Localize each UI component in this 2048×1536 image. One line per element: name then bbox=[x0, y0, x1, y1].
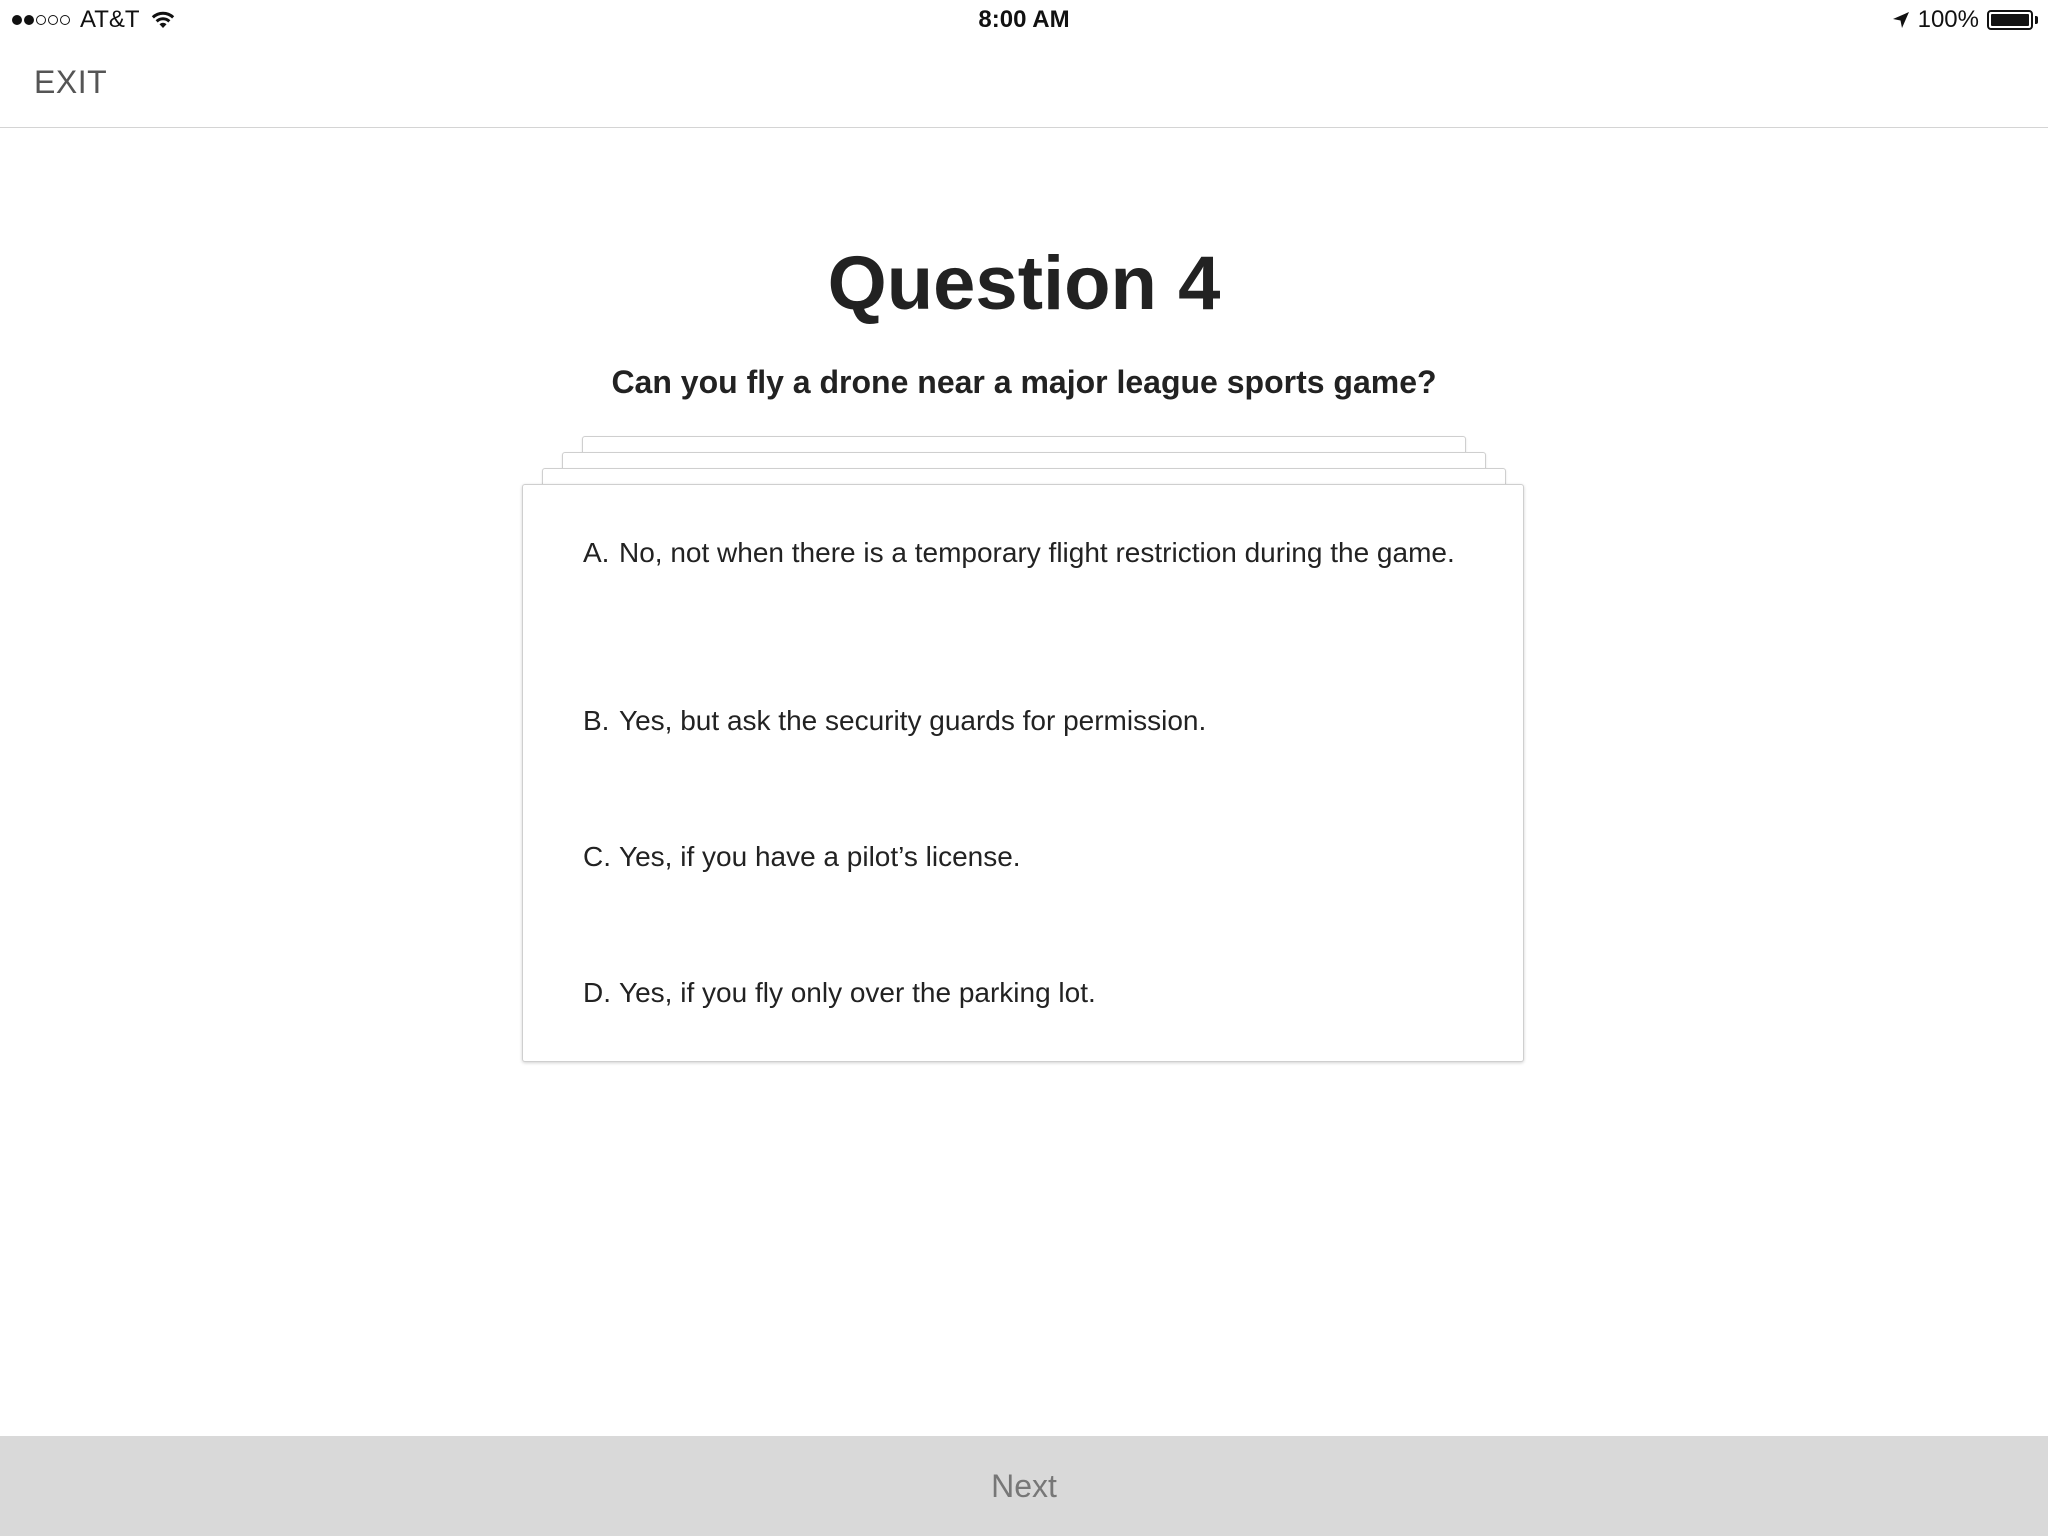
answer-option-c[interactable] bbox=[583, 841, 1473, 873]
option-letter: D. bbox=[583, 977, 611, 1008]
exit-button[interactable]: EXIT bbox=[34, 64, 108, 100]
next-button[interactable] bbox=[0, 1436, 2048, 1536]
battery-icon bbox=[1987, 10, 2033, 30]
answer-card bbox=[522, 484, 1524, 1062]
battery-level bbox=[1991, 14, 2029, 26]
option-letter: A. bbox=[583, 537, 610, 568]
status-bar bbox=[0, 0, 2048, 40]
answer-option-b[interactable] bbox=[583, 705, 1473, 737]
battery-tip bbox=[2035, 16, 2038, 24]
battery-percent: 100% bbox=[1917, 6, 1979, 33]
status-right bbox=[1892, 6, 2038, 34]
carrier-name: AT&T bbox=[80, 6, 140, 33]
question-title: Question 4 bbox=[827, 241, 1221, 326]
question-text: Can you fly a drone near a major league sports game? bbox=[611, 364, 1437, 400]
option-text: Yes, if you fly only over the parking lot. bbox=[619, 977, 1096, 1008]
option-letter: B. bbox=[583, 705, 610, 736]
option-letter: C. bbox=[583, 841, 611, 872]
top-nav bbox=[0, 40, 2048, 128]
option-text: Yes, but ask the security guards for permission. bbox=[619, 705, 1207, 736]
location-arrow-icon bbox=[1892, 11, 1910, 29]
option-text: Yes, if you have a pilot’s license. bbox=[619, 841, 1021, 872]
option-text: No, not when there is a temporary flight restriction during the game. bbox=[619, 537, 1455, 568]
next-label: Next bbox=[991, 1467, 1057, 1504]
answer-option-d[interactable] bbox=[583, 977, 1473, 1009]
status-time: 8:00 AM bbox=[978, 6, 1070, 33]
answer-option-a[interactable] bbox=[583, 537, 1473, 569]
